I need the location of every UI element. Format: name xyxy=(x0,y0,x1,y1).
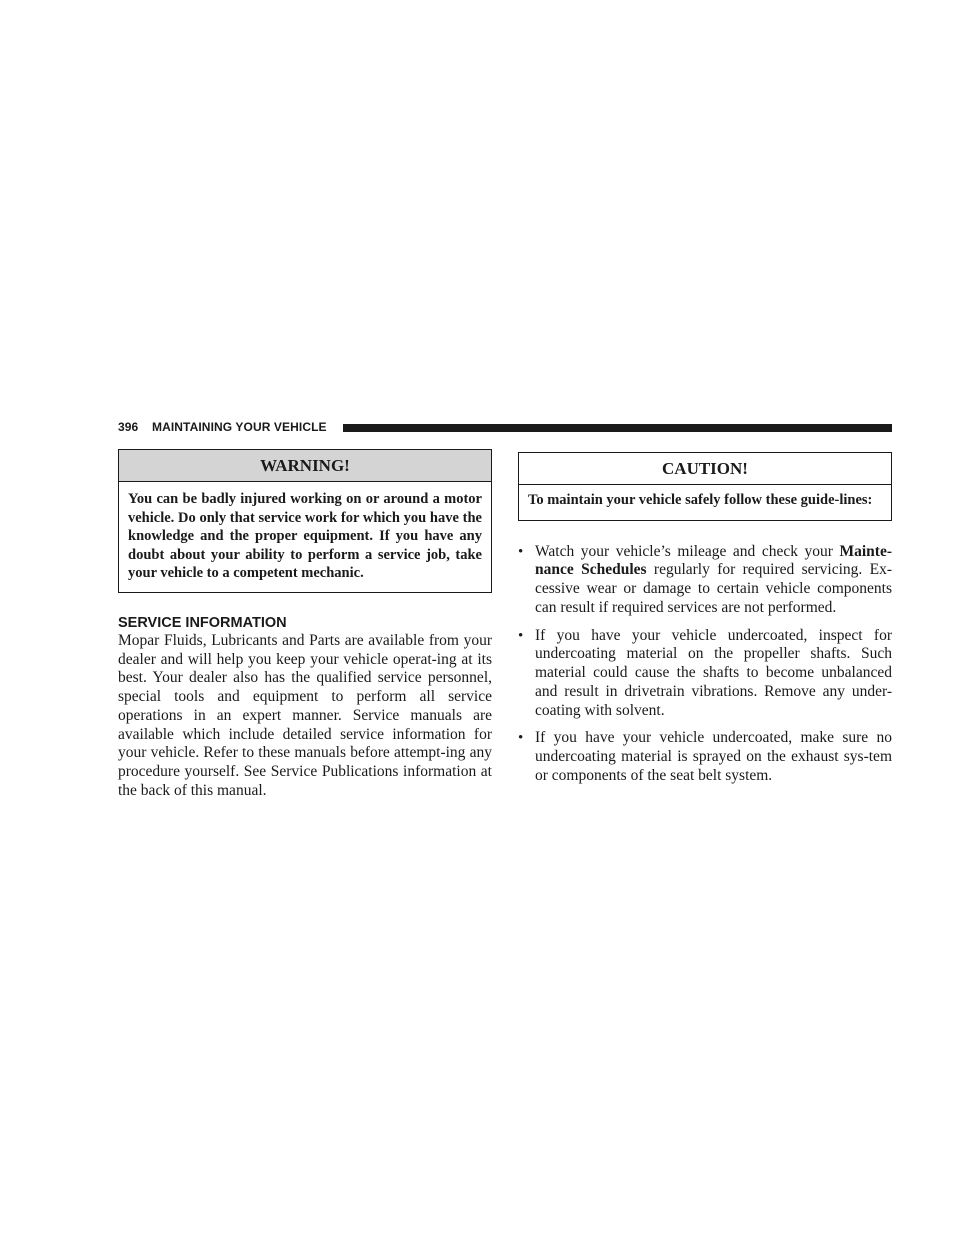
list-item-text: If you have your vehicle undercoated, inspect for undercoating material on the propeller shafts. Such material could cause the shafts to become unbalanced and result in drivetrain vibrations. Remove any under-coating with solvent. xyxy=(535,626,892,719)
page-number: 396 xyxy=(118,420,139,434)
list-item-text: regularly for required servicing. Ex-cessive wear or damage to certain vehicle components can result if required services are not performed. xyxy=(535,561,892,616)
caution-text: To maintain your vehicle safely follow these guide-lines: xyxy=(528,492,873,508)
header-rule xyxy=(343,424,892,432)
guidelines-list xyxy=(518,543,892,786)
list-item-text: If you have your vehicle undercoated, make sure no undercoating material is sprayed on the exhaust sys-tem or components of the seat belt system. xyxy=(535,729,892,784)
warning-text: You can be badly injured working on or around a motor vehicle. Do only that service work for which you have the knowledge and the proper equipment. If you have any doubt about your ability to perform a service job, take your vehicle to a competent mechanic. xyxy=(128,491,482,582)
list-item xyxy=(518,627,892,721)
caution-title: CAUTION! xyxy=(519,453,891,485)
list-item xyxy=(518,543,892,618)
warning-box xyxy=(118,449,492,593)
maintenance-schedules-emphasis: Mainte-nance Schedules xyxy=(535,542,892,579)
bullet-icon: • xyxy=(518,543,524,560)
warning-title: WARNING! xyxy=(119,450,491,482)
service-information-heading: SERVICE INFORMATION xyxy=(118,614,287,631)
left-column xyxy=(118,449,492,801)
service-information-paragraph: Mopar Fluids, Lubricants and Parts are available from your dealer and will help you keep your vehicle operat-ing at its best. Your dealer also has the qualified service personnel, special tools and equipment to perform all service operations in an expert manner. Service manuals are available which include detailed service information for your vehicle. Refer to these manuals before attempt-ing any procedure yourself. See Service Publications information at the back of this manual. xyxy=(118,631,492,799)
list-item xyxy=(518,729,892,785)
page-header xyxy=(118,418,892,438)
bullet-icon: • xyxy=(518,627,524,644)
list-item-text: Watch your vehicle’s mileage and check your xyxy=(535,542,840,560)
right-column xyxy=(518,452,892,795)
caution-box xyxy=(518,452,892,521)
bullet-icon: • xyxy=(518,730,524,747)
running-section-title: MAINTAINING YOUR VEHICLE xyxy=(152,420,327,434)
